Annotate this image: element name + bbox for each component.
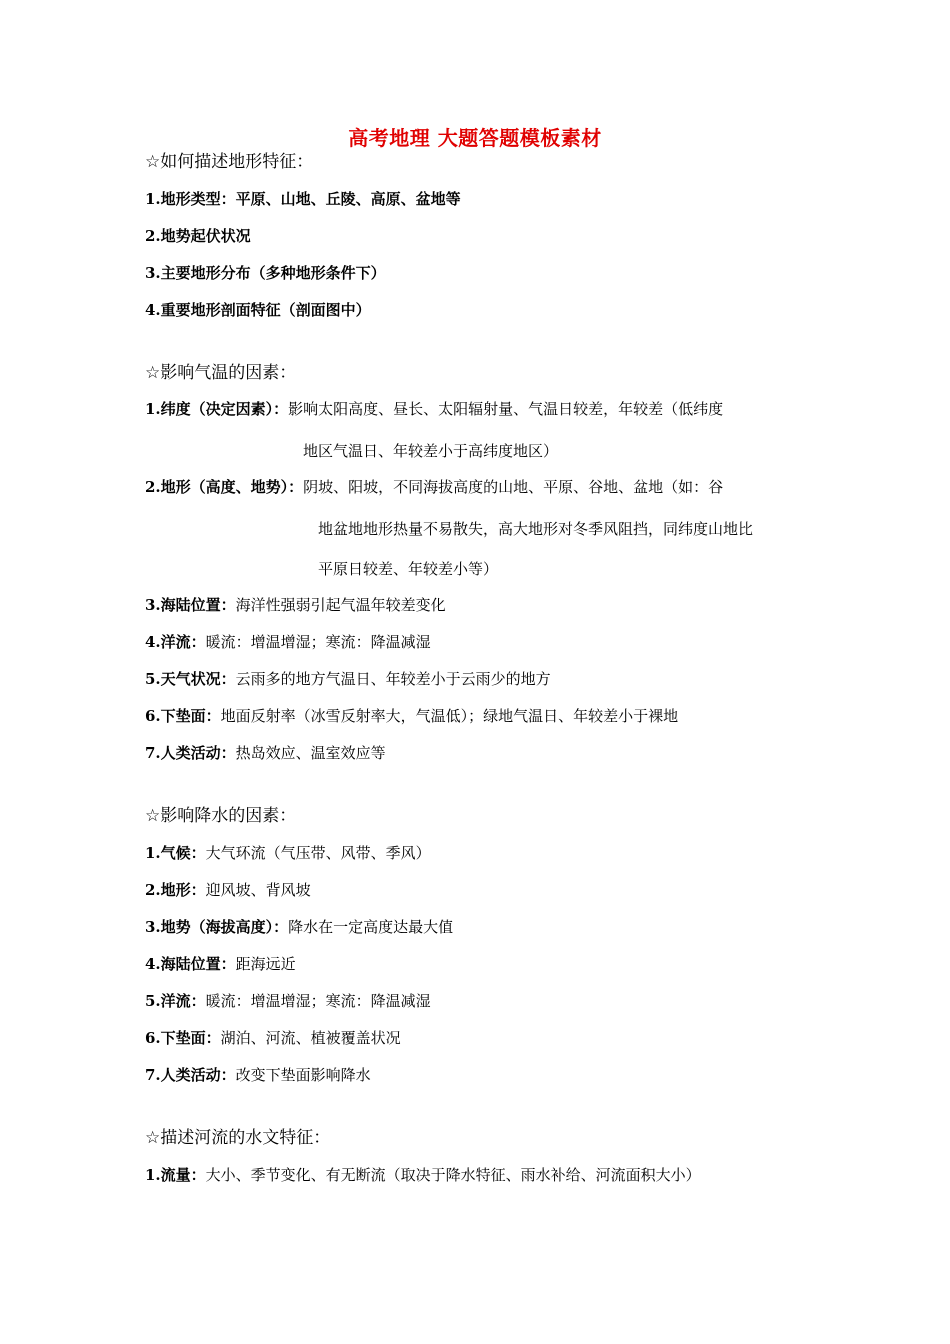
list-item <box>145 1027 401 1049</box>
list-item <box>145 916 453 938</box>
item-text: 阴坡、阳坡，不同海拔高度的山地、平原、谷地、盆地（如：谷 <box>303 478 724 496</box>
list-item <box>145 842 431 864</box>
item-text: 海洋性强弱引起气温年较差变化 <box>235 596 446 614</box>
list-item <box>145 594 446 616</box>
item-text: 暖流：增温增湿；寒流：降温减湿 <box>205 992 431 1010</box>
list-item <box>145 879 311 901</box>
item-label: 4.海陆位置： <box>145 955 236 973</box>
item-text: 距海远近 <box>235 955 296 973</box>
item-label: 2.地形（高度、地势）： <box>145 478 304 496</box>
item-label: 6.下垫面： <box>145 707 221 725</box>
item-text: 湖泊、河流、植被覆盖状况 <box>220 1029 401 1047</box>
item-label: 5.洋流： <box>145 992 206 1010</box>
list-item <box>145 299 371 321</box>
item-label: 4.重要地形剖面特征（剖面图中） <box>145 301 371 319</box>
item-label: 2.地势起伏状况 <box>145 227 251 245</box>
item-continuation: 地区气温日、年较差小于高纬度地区） <box>303 442 559 460</box>
section-heading-temperature: ☆影响气温的因素： <box>145 363 297 383</box>
item-label: 6.下垫面： <box>145 1029 221 1047</box>
list-item <box>145 631 431 653</box>
list-item <box>145 705 678 727</box>
item-label: 4.洋流： <box>145 633 206 651</box>
item-text: 云雨多的地方气温日、年较差小于云雨少的地方 <box>235 670 551 688</box>
list-item <box>145 398 723 420</box>
item-label: 7.人类活动： <box>145 744 236 762</box>
list-item <box>145 1064 371 1086</box>
list-item <box>145 188 461 210</box>
item-text: 暖流：增温增湿；寒流：降温减湿 <box>205 633 431 651</box>
section-heading-terrain: ☆如何描述地形特征： <box>145 152 314 172</box>
item-text: 热岛效应、温室效应等 <box>235 744 386 762</box>
item-text: 改变下垫面影响降水 <box>235 1066 371 1084</box>
item-label: 1.气候： <box>145 844 206 862</box>
list-item <box>145 1164 701 1186</box>
list-item <box>145 990 431 1012</box>
item-label: 5.天气状况： <box>145 670 236 688</box>
item-label: 3.主要地形分布（多种地形条件下） <box>145 264 386 282</box>
list-item <box>145 225 251 247</box>
item-text: 大气环流（气压带、风带、季风） <box>205 844 431 862</box>
item-label: 1.地形类型：平原、山地、丘陵、高原、盆地等 <box>145 190 461 208</box>
item-label: 3.地势（海拔高度）： <box>145 918 289 936</box>
item-continuation: 地盆地地形热量不易散失，高大地形对冬季风阻挡，同纬度山地比 <box>318 520 754 538</box>
list-item <box>145 953 296 975</box>
list-item <box>145 742 386 764</box>
item-text: 迎风坡、背风坡 <box>205 881 311 899</box>
item-label: 7.人类活动： <box>145 1066 236 1084</box>
item-label: 3.海陆位置： <box>145 596 236 614</box>
list-item <box>145 668 551 690</box>
item-text: 大小、季节变化、有无断流（取决于降水特征、雨水补给、河流面积大小） <box>205 1166 701 1184</box>
item-text: 影响太阳高度、昼长、太阳辐射量、气温日较差，年较差（低纬度 <box>288 400 724 418</box>
list-item <box>145 262 386 284</box>
item-text: 降水在一定高度达最大值 <box>288 918 454 936</box>
section-heading-precipitation: ☆影响降水的因素： <box>145 806 297 826</box>
item-continuation: 平原日较差、年较差小等） <box>318 560 499 578</box>
document-title: 高考地理 大题答题模板素材 <box>348 126 602 150</box>
item-label: 1.流量： <box>145 1166 206 1184</box>
section-heading-river-hydrology: ☆描述河流的水文特征： <box>145 1128 331 1148</box>
item-text: 地面反射率（冰雪反射率大，气温低）；绿地气温日、年较差小于裸地 <box>220 707 679 725</box>
item-label: 1.纬度（决定因素）： <box>145 400 289 418</box>
list-item <box>145 476 723 498</box>
item-label: 2.地形： <box>145 881 206 899</box>
